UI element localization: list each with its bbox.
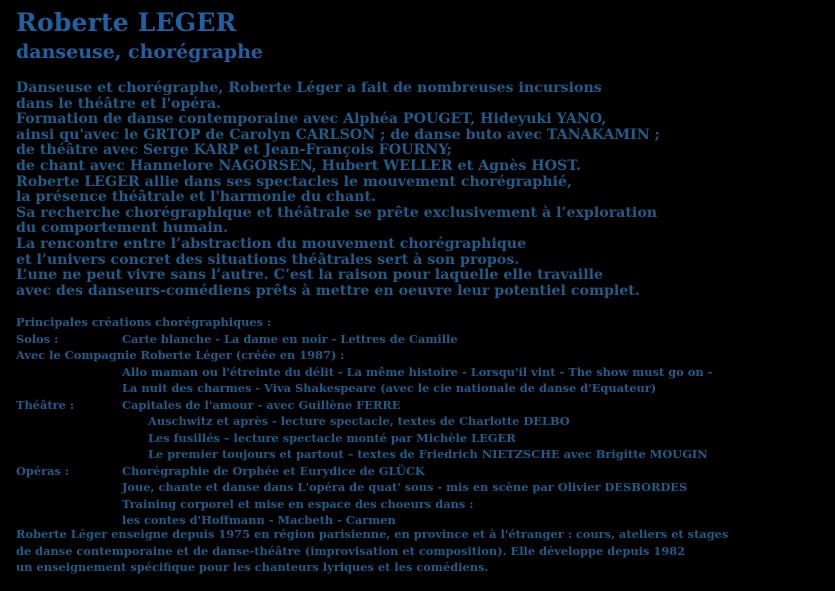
intro-line: de chant avec Hannelore NAGORSEN, Hubert WELLER et Agnès HOST. [16,157,581,174]
intro-line: dans le théâtre et l'opéra. [16,95,222,112]
operas-label: Opéras : [16,463,70,478]
operas-item: les contes d'Hoffmann - Macbeth - Carmen [122,513,396,527]
theatre-item: Le premier toujours et partout – textes de Friedrich NIETZSCHE avec Brigitte MOUGIN [148,447,708,461]
footer-line: Roberte Léger enseigne depuis 1975 en région parisienne, en province et à l'étranger : cours, ateliers et stages [16,527,729,541]
footer-line: un enseignement spécifique pour les chanteurs lyriques et les comédiens. [16,560,489,575]
intro-line: avec des danseurs-comédiens prêts à mettre en oeuvre leur potentiel complet. [16,282,640,299]
company-item: La nuit des charmes - Viva Shakespeare (avec le cie nationale de danse d'Equateur) [122,381,657,395]
page-subtitle: danseuse, chorégraphe [16,41,263,63]
intro-line: du comportement humain. [16,220,229,237]
theatre-label: Théâtre : [16,397,75,412]
page-title: Roberte LEGER [16,8,237,37]
operas-item: Training corporel et mise en espace des choeurs dans : [122,496,474,511]
intro-line: et l’univers concret des situations théâtrales sert à son propos. [16,251,520,268]
operas-item: Joue, chante et danse dans L'opéra de quat' sous - mis en scène par Olivier DESBORDES [122,480,688,494]
theatre-first: Capitales de l'amour - avec Guillène FERRE [122,397,401,412]
company-item: Allo maman ou l'étreinte du délit - La même histoire - Lorsqu'il vint - The show must go on - [122,364,713,379]
intro-line: ainsi qu'avec le GRTOP de Carolyn CARLSON ; de danse buto avec TANAKAMIN ; [16,126,660,143]
footer-line: de danse contemporaine et de danse-théâtre (improvisation et composition). Elle développe depuis 1982 [16,543,686,558]
intro-line: Formation de danse contemporaine avec Alphéa POUGET, Hideyuki YANO, [16,111,607,128]
intro-line: Danseuse et chorégraphe, Roberte Léger a fait de nombreuses incursions [16,80,602,96]
creations-heading: Principales créations chorégraphiques : [16,315,272,329]
intro-line: Roberte LEGER allie dans ses spectacles le mouvement chorégraphié, [16,173,572,190]
solos-value: Carte blanche - La dame en noir - Lettres de Camille [122,331,458,346]
intro-line: Sa recherche chorégraphique et théâtrale se prête exclusivement à l’exploration [16,204,658,221]
solos-label: Solos : [16,331,59,346]
company-line: Avec le Compagnie Roberte Léger (créée en 1987) : [16,348,345,362]
theatre-item: Auschwitz et après - lecture spectacle, textes de Charlotte DELBO [148,414,570,428]
operas-item: Chorégraphie de Orphée et Eurydice de GLÜCK [122,463,425,478]
theatre-item: Les fusillés – lecture spectacle monté par Michèle LEGER [148,430,516,445]
intro-paragraph [16,81,660,299]
teaching-paragraph [16,526,728,576]
intro-line: la présence théâtrale et l'harmonie du chant. [16,189,377,206]
intro-line: L’une ne peut vivre sans l’autre. C’est la raison pour laquelle elle travaille [16,267,603,284]
intro-line: La rencontre entre l’abstraction du mouvement chorégraphique [16,235,527,252]
intro-line: de théâtre avec Serge KARP et Jean-François FOURNY; [16,142,452,159]
